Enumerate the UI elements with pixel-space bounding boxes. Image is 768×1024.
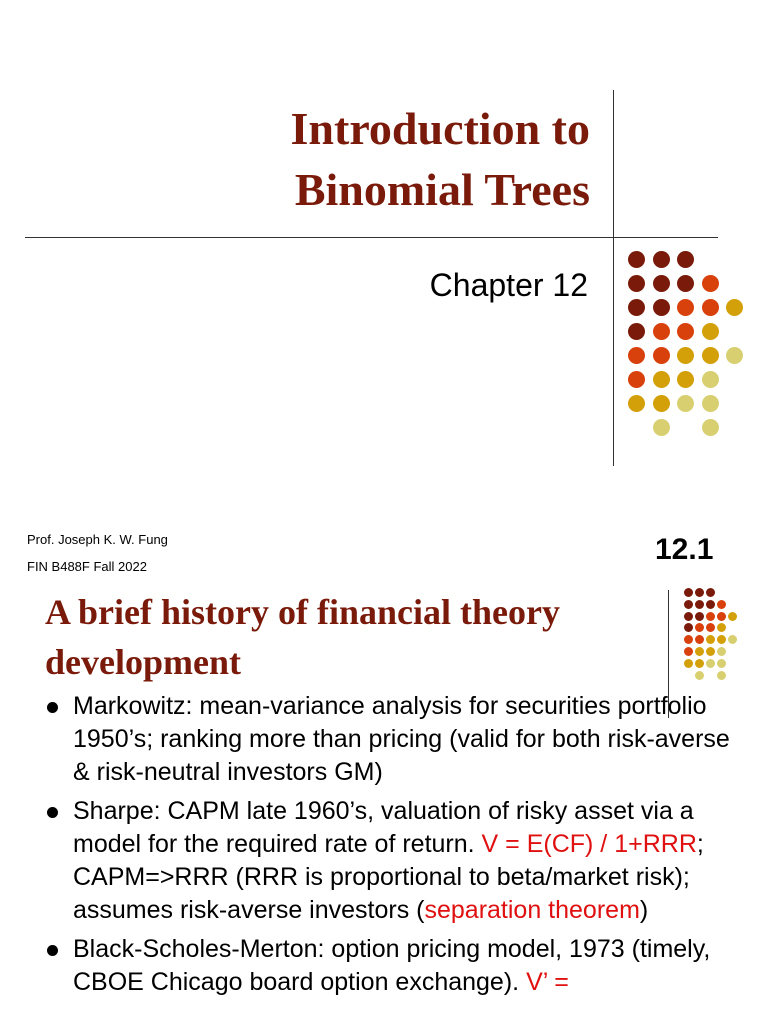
- decorative-dot: [717, 647, 726, 656]
- decorative-dot: [684, 623, 693, 632]
- formula-text: V’ =: [526, 968, 569, 996]
- decorative-dot: [702, 371, 719, 388]
- decorative-dot: [706, 647, 715, 656]
- bullet-text: Black-Scholes-Merton: option pricing model, 1973 (timely, CBOE Chicago board option exchange).: [73, 935, 711, 996]
- bullet-black-scholes: [47, 933, 747, 999]
- decorative-dot: [706, 588, 715, 597]
- decorative-dot: [695, 600, 704, 609]
- bullet-text: Markowitz: mean-variance analysis for securities portfolio 1950’s; ranking more than pricing (valid for both risk-averse & risk-neutral investors GM): [73, 692, 730, 786]
- emphasis-text: separation theorem: [424, 896, 640, 924]
- decorative-dot: [653, 371, 670, 388]
- decorative-dot: [628, 251, 645, 268]
- decorative-dot: [717, 600, 726, 609]
- decorative-dot: [653, 323, 670, 340]
- bullet-markowitz: [47, 690, 747, 789]
- slide-title-line-1: Introduction to: [290, 103, 590, 154]
- decorative-dot: [684, 647, 693, 656]
- decorative-dot: [684, 600, 693, 609]
- decorative-dot: [684, 659, 693, 668]
- decorative-dot: [653, 251, 670, 268]
- decorative-dot-grid: [0, 0, 768, 500]
- slide-number: 12.1: [655, 533, 714, 566]
- decorative-dot: [628, 275, 645, 292]
- decorative-dot: [677, 299, 694, 316]
- decorative-dot: [677, 275, 694, 292]
- decorative-dot: [702, 347, 719, 364]
- professor-name: Prof. Joseph K. W. Fung: [27, 532, 168, 547]
- course-name: FIN B488F Fall 2022: [27, 559, 147, 574]
- decorative-dot: [702, 299, 719, 316]
- decorative-dot: [717, 612, 726, 621]
- decorative-dot: [717, 659, 726, 668]
- decorative-dot: [702, 323, 719, 340]
- decorative-dot: [653, 395, 670, 412]
- decorative-dot: [653, 299, 670, 316]
- decorative-dot: [702, 275, 719, 292]
- decorative-dot: [706, 600, 715, 609]
- decorative-dot: [717, 623, 726, 632]
- decorative-dot: [695, 671, 704, 680]
- history-title: A brief history of financial theory development: [45, 592, 560, 682]
- decorative-dot: [728, 635, 737, 644]
- decorative-dot: [677, 371, 694, 388]
- decorative-dot: [726, 347, 743, 364]
- decorative-dot: [695, 635, 704, 644]
- decorative-dot: [695, 623, 704, 632]
- decorative-dot: [695, 659, 704, 668]
- decorative-dot: [628, 371, 645, 388]
- decorative-dot: [684, 635, 693, 644]
- decorative-dot: [628, 347, 645, 364]
- decorative-dot: [653, 275, 670, 292]
- bullet-text: ; CAPM=>RRR (RRR is proportional to beta/market risk); assumes risk-averse investors (: [73, 830, 704, 924]
- slide-title-line-2: Binomial Trees: [294, 164, 590, 215]
- decorative-dot: [717, 635, 726, 644]
- decorative-dot: [684, 588, 693, 597]
- bullet-sharpe: [47, 795, 747, 927]
- decorative-dot: [653, 419, 670, 436]
- decorative-dot: [628, 299, 645, 316]
- decorative-dot: [695, 612, 704, 621]
- decorative-dot: [677, 347, 694, 364]
- decorative-dot: [717, 671, 726, 680]
- decorative-dot: [706, 659, 715, 668]
- decorative-dot: [628, 395, 645, 412]
- decorative-dot: [706, 612, 715, 621]
- decorative-dot: [653, 347, 670, 364]
- bullet-list: [47, 690, 747, 1005]
- chapter-subtitle: Chapter 12: [429, 267, 588, 303]
- decorative-dot: [628, 323, 645, 340]
- decorative-dot: [677, 323, 694, 340]
- decorative-dot: [702, 395, 719, 412]
- decorative-dot: [677, 395, 694, 412]
- bullet-text: Sharpe: CAPM late 1960’s, valuation of risky asset via a model for the required rate of return.: [73, 797, 694, 858]
- decorative-dot: [677, 251, 694, 268]
- decorative-dot: [684, 612, 693, 621]
- decorative-dot: [695, 647, 704, 656]
- decorative-dot: [695, 588, 704, 597]
- formula-text: V = E(CF) / 1+RRR: [481, 830, 697, 858]
- decorative-dot: [706, 635, 715, 644]
- bullet-text: ): [639, 896, 649, 924]
- decorative-dot: [706, 623, 715, 632]
- decorative-dot: [726, 299, 743, 316]
- decorative-dot: [702, 419, 719, 436]
- decorative-dot: [728, 612, 737, 621]
